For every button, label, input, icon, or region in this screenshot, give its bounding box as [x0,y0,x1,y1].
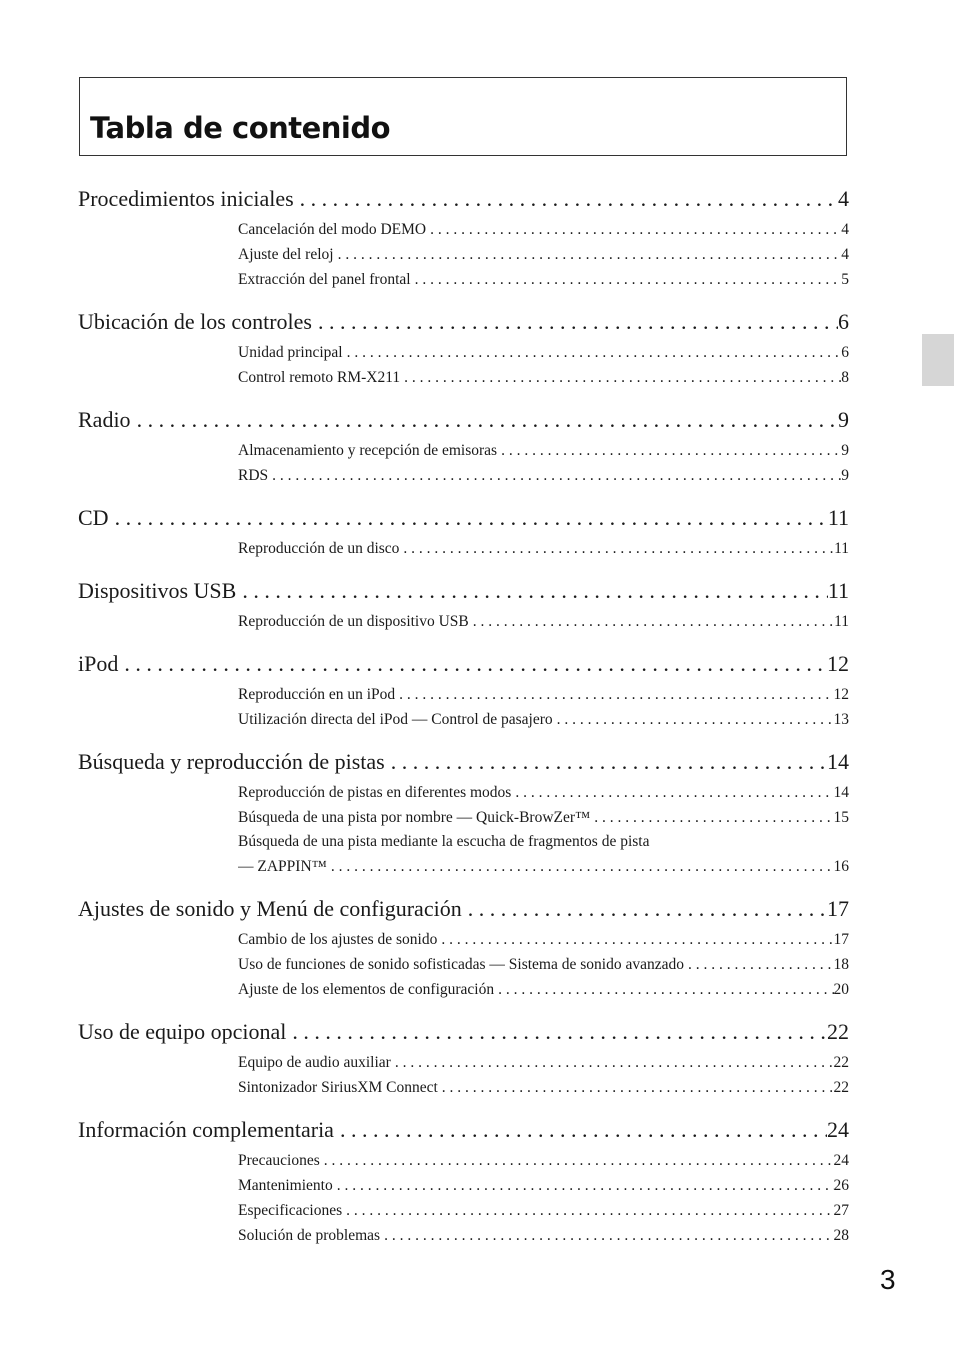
toc-subentry[interactable] [238,805,849,830]
toc-section [78,183,849,292]
toc-subentry-page: 22 [833,1079,849,1096]
toc-subentry-label: Extracción del panel frontal [238,271,411,288]
toc-subentry-page: 17 [833,931,849,948]
toc-section-label: Ubicación de los controles [78,309,312,334]
toc-subentries [238,340,849,390]
dot-leader [426,217,841,242]
toc-subentry-page: 22 [833,1054,849,1071]
toc-subentry-page: 15 [833,809,849,826]
title-box [79,77,847,156]
toc-subentry-label: Unidad principal [238,344,343,361]
toc-subentry[interactable] [238,340,849,365]
dot-leader [268,463,841,488]
toc-subentry-continuation: — ZAPPIN™ [238,858,327,875]
toc-section-label: iPod [78,651,119,676]
dot-leader [385,746,827,778]
toc-section [78,1016,849,1100]
toc-subentries [238,1050,849,1100]
toc-section-entry[interactable] [78,1114,849,1146]
dot-leader [320,1148,834,1173]
toc-section-label: Uso de equipo opcional [78,1019,287,1044]
toc-subentry[interactable] [238,854,849,879]
toc-subentry[interactable] [238,365,849,390]
toc-subentry[interactable] [238,463,849,488]
toc-subentry-label: Ajuste de los elementos de configuración [238,981,495,998]
toc-section-page: 17 [827,896,849,921]
toc-section-page: 6 [838,309,849,334]
dot-leader [131,404,838,436]
toc-subentry-label: Precauciones [238,1152,320,1169]
toc-section [78,1114,849,1248]
toc-subentry-label: Almacenamiento y recepción de emisoras [238,442,498,459]
toc-subentry-label: Mantenimiento [238,1177,333,1194]
toc-section-page: 22 [827,1019,849,1044]
toc-section-label: Ajustes de sonido y Menú de configuración [78,896,462,921]
toc-subentry-page: 26 [833,1177,849,1194]
toc-subentry-label: Control remoto RM-X211 [238,369,401,386]
dot-leader [494,977,833,1002]
toc-section-label: CD [78,505,109,530]
section-tab-marker [922,334,954,386]
toc-section-entry[interactable] [78,502,849,534]
toc-subentry-page: 11 [834,540,849,557]
toc-subentry[interactable] [238,267,849,292]
toc-subentries [238,609,849,634]
toc-subentries [238,927,849,1002]
toc-section [78,746,849,879]
toc-subentry-label: Utilización directa del iPod — Control de pasajero [238,711,553,728]
dot-leader [395,682,833,707]
toc-subentry-label: Ajuste del reloj [238,246,334,263]
toc-subentry[interactable] [238,1223,849,1248]
toc-subentries [238,536,849,561]
dot-leader [399,536,834,561]
toc-section-label: Búsqueda y reproducción de pistas [78,749,385,774]
dot-leader [118,648,827,680]
toc-subentry-page: 13 [833,711,849,728]
toc-subentry-label: Cancelación del modo DEMO [238,221,427,238]
toc-section-page: 11 [827,505,849,530]
toc-subentry-page: 18 [833,956,849,973]
toc-subentry-label: Solución de problemas [238,1227,381,1244]
toc-subentry-label: Reproducción de un dispositivo USB [238,613,469,630]
toc-subentry-page: 8 [841,369,849,386]
toc-section-entry[interactable] [78,893,849,925]
toc-section [78,306,849,390]
dot-leader [286,1016,827,1048]
toc-section [78,502,849,561]
toc-subentry[interactable] [238,438,849,463]
dot-leader [342,1198,833,1223]
toc-subentry[interactable] [238,609,849,634]
dot-leader [236,575,827,607]
dot-leader [294,183,838,215]
toc-subentry-page: 11 [834,613,849,630]
toc-subentry-page: 24 [833,1152,849,1169]
toc-subentry[interactable] [238,1050,849,1075]
toc-subentries [238,217,849,292]
toc-subentry[interactable] [238,952,849,977]
toc-subentry-page: 28 [833,1227,849,1244]
toc-subentry-label: Reproducción en un iPod [238,686,396,703]
toc-section-label: Información complementaria [78,1117,334,1142]
toc-subentries [238,682,849,732]
toc-subentry-page: 14 [833,784,849,801]
toc-subentry[interactable] [238,682,849,707]
toc-section-page: 4 [838,186,849,211]
toc-subentry-page: 16 [833,858,849,875]
toc-section-entry[interactable] [78,306,849,338]
toc-section-label: Dispositivos USB [78,578,237,603]
toc-subentry-label: Cambio de los ajustes de sonido [238,931,438,948]
toc-subentry-label: Reproducción de pistas en diferentes modos [238,784,512,801]
toc-subentry[interactable] [238,217,849,242]
table-of-contents [78,183,849,1262]
toc-subentry-label: Reproducción de un disco [238,540,400,557]
dot-leader [497,438,841,463]
dot-leader [391,1050,834,1075]
toc-subentry[interactable] [238,707,849,732]
toc-subentry-page: 9 [841,467,849,484]
page-title: Tabla de contenido [90,111,391,145]
dot-leader [511,780,833,805]
dot-leader [334,242,842,267]
toc-section-entry[interactable] [78,746,849,778]
toc-section-page: 24 [827,1117,849,1142]
toc-subentry-label: Uso de funciones de sonido sofisticadas — Sistema de sonido avanzado [238,956,684,973]
dot-leader [438,1075,834,1100]
toc-subentry-label: Búsqueda de una pista por nombre — Quick-BrowZer™ [238,809,591,826]
toc-subentry[interactable] [238,780,849,805]
dot-leader [334,1114,827,1146]
dot-leader [312,306,838,338]
toc-section-entry[interactable] [78,648,849,680]
dot-leader [553,707,834,732]
dot-leader [462,893,827,925]
toc-section-entry[interactable] [78,575,849,607]
toc-subentry[interactable] [238,1198,849,1223]
dot-leader [380,1223,833,1248]
toc-subentry[interactable] [238,977,849,1002]
toc-section [78,404,849,488]
toc-subentry-page: 20 [833,981,849,998]
toc-subentry-label: Especificaciones [238,1202,343,1219]
toc-section-page: 14 [827,749,849,774]
toc-subentries [238,1148,849,1248]
toc-section-page: 11 [827,578,849,603]
dot-leader [343,340,842,365]
toc-subentry-page: 5 [841,271,849,288]
toc-section-entry[interactable] [78,404,849,436]
toc-subentry-label: Sintonizador SiriusXM Connect [238,1079,438,1096]
toc-subentry-page: 4 [841,246,849,263]
toc-subentry-page: 4 [841,221,849,238]
toc-section [78,893,849,1002]
toc-subentry[interactable] [238,242,849,267]
toc-subentries [238,780,849,879]
toc-section-entry[interactable] [78,1016,849,1048]
toc-section [78,648,849,732]
toc-subentry[interactable] [238,1075,849,1100]
toc-subentry[interactable] [238,1173,849,1198]
toc-subentry-label: RDS [238,467,269,484]
toc-section [78,575,849,634]
dot-leader [333,1173,834,1198]
toc-subentry[interactable] [238,1148,849,1173]
toc-section-label: Procedimientos iniciales [78,186,294,211]
page-number: 3 [880,1264,896,1295]
toc-subentry[interactable] [238,536,849,561]
toc-subentry-page: 6 [841,344,849,361]
toc-section-label: Radio [78,407,131,432]
toc-section-page: 12 [827,651,849,676]
dot-leader [400,365,841,390]
toc-subentry-page: 12 [833,686,849,703]
dot-leader [469,609,834,634]
toc-subentry-label: Equipo de audio auxiliar [238,1054,391,1071]
dot-leader [411,267,842,292]
toc-subentry-page: 27 [833,1202,849,1219]
dot-leader [590,805,833,830]
dot-leader [684,952,834,977]
toc-section-entry[interactable] [78,183,849,215]
toc-section-page: 9 [838,407,849,432]
dot-leader [109,502,828,534]
toc-subentry-page: 9 [841,442,849,459]
dot-leader [327,854,834,879]
toc-subentries [238,438,849,488]
toc-subentry[interactable] [238,927,849,952]
toc-subentry-label[interactable]: Búsqueda de una pista mediante la escucha de fragmentos de pista [238,833,650,850]
dot-leader [437,927,833,952]
